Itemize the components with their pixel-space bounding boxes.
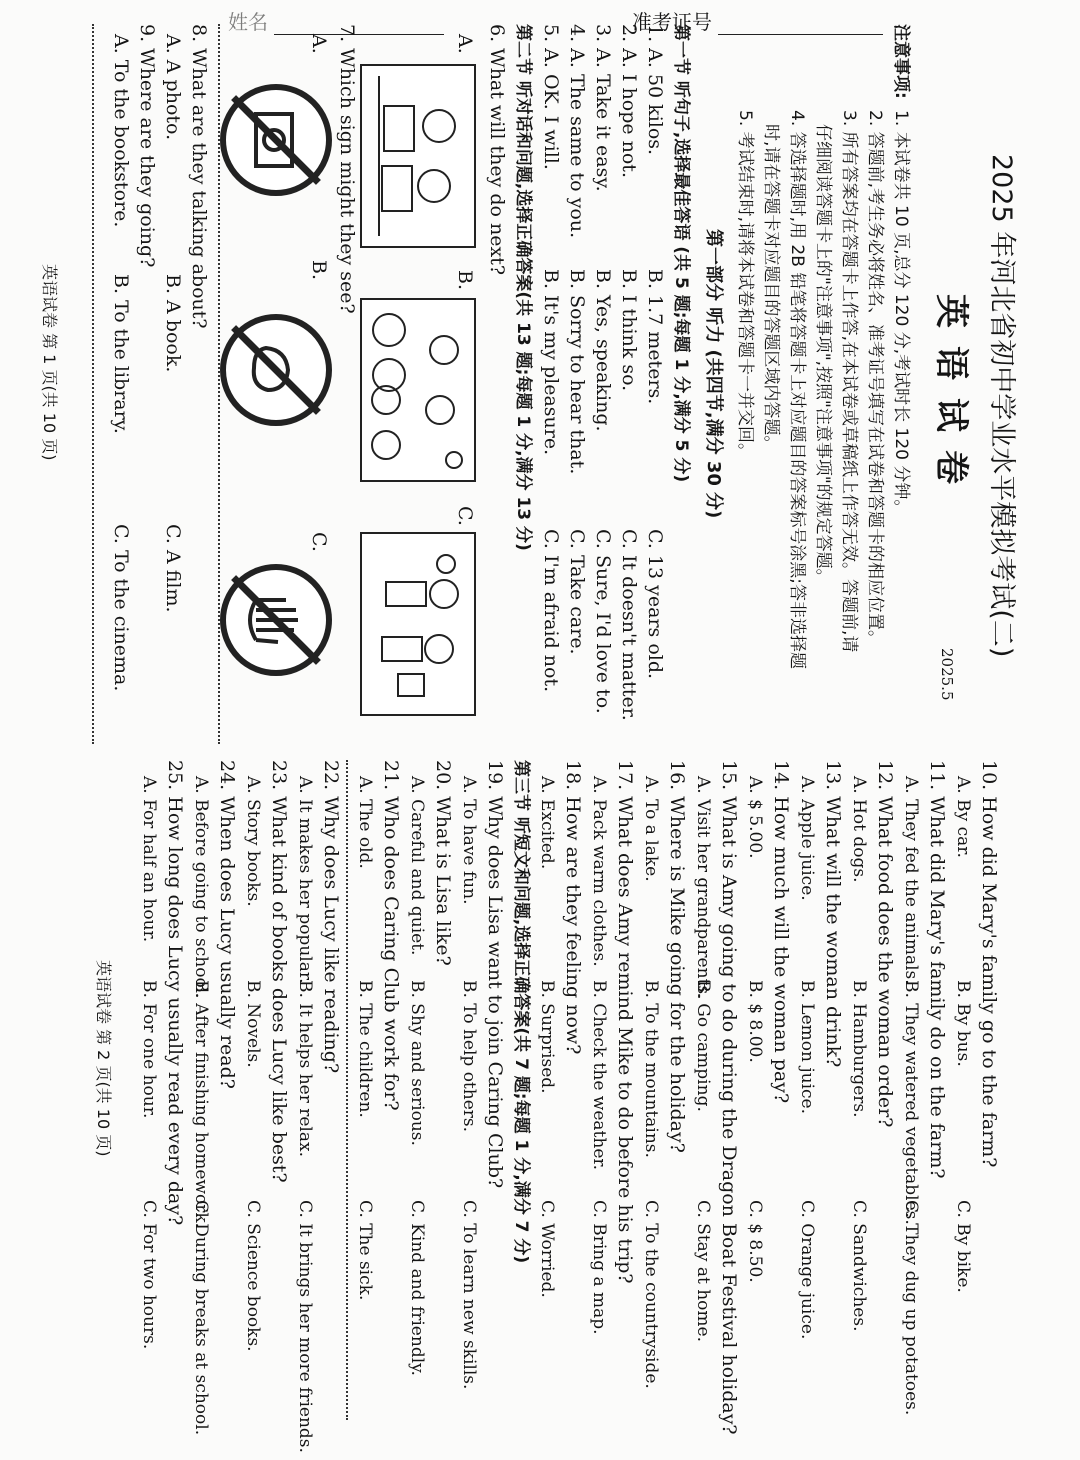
question-stem: 23. What kind of books does Lucy like best?	[268, 760, 290, 1183]
answer-option-b[interactable]: B. For one hour.	[139, 980, 159, 1119]
question-stem: 10. How did Mary's family go to the farm?	[978, 760, 1000, 1168]
question-stem: 21. Who does Caring Club work for?	[380, 760, 402, 1111]
q4-option-b[interactable]: B. Sorry to hear that.	[566, 269, 588, 475]
answer-option-b[interactable]: B. Shy and serious.	[407, 980, 427, 1146]
answer-option-b[interactable]: B. Lemon juice.	[797, 980, 817, 1114]
q4-option-a[interactable]: 4. A. The same to you.	[566, 24, 588, 239]
q6-label-a[interactable]: A.	[454, 34, 476, 54]
answer-option-c[interactable]: C. Science books.	[243, 1200, 263, 1352]
note-3b: 仔细阅读答题卡上的"注意事项",按照"注意事项"的规定答题。	[813, 124, 833, 586]
answer-option-a[interactable]: A. Before going to school.	[191, 776, 211, 999]
no-noise-sign[interactable]	[220, 314, 332, 426]
answer-option-a[interactable]: A. Excited.	[537, 776, 557, 870]
question-stem: 22. Why does Lucy like reading?	[320, 760, 342, 1074]
notes-label: 注意事项:	[891, 24, 911, 99]
answer-option-c[interactable]: C. It brings her more friends.	[295, 1200, 315, 1453]
page1-footer: 英语试卷 第 1 页(共 10 页)	[40, 264, 59, 461]
q9-option-c[interactable]: C. To the cinema.	[110, 524, 132, 692]
note-5: 5. 考试结束时,请将本试卷和答题卡一并交回。	[735, 110, 755, 461]
answer-option-c[interactable]: C. For two hours.	[139, 1200, 159, 1350]
no-camera-sign[interactable]	[220, 84, 332, 196]
q5-option-b[interactable]: B. It's my pleasure.	[540, 269, 562, 456]
note-2: 2. 答题前,考生务必将姓名、准考证号填写在试卷和答题卡的相应位置。	[865, 110, 885, 648]
exam-page-2	[0, 760, 1000, 1453]
q7-label-c[interactable]: C.	[308, 532, 330, 552]
section2-heading: 第二节 听对话和问题,选择正确答案(共 13 题;每题 1 分,满分 13 分)	[513, 24, 533, 551]
answer-option-c[interactable]: C. Sandwiches.	[849, 1200, 869, 1332]
q7-label-a[interactable]: A.	[308, 34, 330, 54]
q6-question: 6. What will they do next?	[486, 24, 508, 276]
note-4b: 时,请在答题卡对应题目的答题区域内答题。	[761, 124, 781, 453]
answer-option-a[interactable]: A. Hot dogs.	[849, 776, 869, 883]
answer-option-a[interactable]: A. Apple juice.	[797, 776, 817, 901]
answer-option-b[interactable]: B. After finishing homework.	[191, 980, 211, 1229]
q7-label-b[interactable]: B.	[308, 260, 330, 281]
q1-option-b[interactable]: B. 1.7 meters.	[644, 269, 666, 405]
question-stem: 15. What is Amy going to do during the Dragon Boat Festival holiday?	[718, 760, 740, 1435]
question-stem: 14. How much will the woman pay?	[770, 760, 792, 1104]
q9-option-a[interactable]: A. To the bookstore.	[110, 34, 132, 228]
answer-option-c[interactable]: C. Kind and friendly.	[407, 1200, 427, 1376]
answer-option-a[interactable]: A. They fed the animals.	[901, 776, 921, 985]
answer-option-a[interactable]: A. For half an hour.	[139, 776, 159, 943]
exam-date: 2025.5	[938, 648, 956, 701]
answer-option-a[interactable]: A. $ 5.00.	[745, 776, 765, 859]
q2-option-b[interactable]: B. I think so.	[618, 269, 640, 392]
answer-option-a[interactable]: A. Careful and quiet.	[407, 776, 427, 956]
answer-option-b[interactable]: B. $ 8.00.	[745, 980, 765, 1063]
answer-option-b[interactable]: B. By bus.	[953, 980, 973, 1067]
q6-label-b[interactable]: B.	[454, 270, 476, 291]
answer-option-a[interactable]: A. Pack warm clothes.	[589, 776, 609, 967]
answer-option-a[interactable]: A. To a lake.	[641, 776, 661, 882]
q8-question: 8. What are they talking about?	[188, 24, 210, 329]
answer-option-c[interactable]: C. Stay at home.	[693, 1200, 713, 1342]
q6-picture-a[interactable]	[360, 64, 476, 248]
answer-option-c[interactable]: C. They dug up potatoes.	[901, 1200, 921, 1416]
q9-question: 9. Where are they going?	[136, 24, 158, 268]
section3-heading: 第三节 听短文和问题,选择正确答案(共 7 题;每题 1 分,满分 7 分)	[511, 760, 531, 1264]
question-stem: 11. What did Mary's family do on the farm?	[926, 760, 948, 1179]
q6-label-c[interactable]: C.	[454, 506, 476, 526]
no-touching-sign[interactable]	[220, 564, 332, 676]
q7-question: 7. Which sign might they see?	[336, 24, 358, 314]
question-stem: 19. Why does Lisa want to join Caring Club?	[484, 760, 506, 1189]
answer-option-c[interactable]: C. Orange juice.	[797, 1200, 817, 1340]
answer-option-b[interactable]: B. Hamburgers.	[849, 980, 869, 1118]
exam-title: 2025 年河北省初中学业水平模拟考试(二)	[986, 154, 1017, 658]
page2-footer: 英语试卷 第 2 页(共 10 页)	[94, 960, 113, 1157]
answer-option-b[interactable]: B. The children.	[355, 980, 375, 1118]
question-stem: 20. What is Lisa like?	[432, 760, 454, 966]
q3-option-b[interactable]: B. Yes, speaking.	[592, 269, 614, 432]
answer-option-b[interactable]: B. Check the weather.	[589, 980, 609, 1171]
q4-option-c[interactable]: C. Take care.	[566, 529, 588, 655]
answer-option-c[interactable]: C. Worried.	[537, 1200, 557, 1298]
divider	[346, 760, 348, 1420]
children-reading-icon	[362, 66, 474, 246]
q1-option-c[interactable]: C. 13 years old.	[644, 529, 666, 680]
q3-option-a[interactable]: 3. A. Take it easy.	[592, 24, 614, 192]
divider	[92, 24, 94, 744]
question-stem: 24. When does Lucy usually read?	[216, 760, 238, 1089]
answer-option-a[interactable]: A. To have fun.	[459, 776, 479, 905]
name-label: 姓名	[228, 10, 268, 34]
answer-option-a[interactable]: A. It makes her popular.	[295, 776, 315, 984]
note-4: 4. 答选择题时,用 2B 铅笔将答题卡上对应题目的答案标号涂黑;答非选择题	[787, 110, 807, 670]
answer-option-c[interactable]: C. During breaks at school.	[191, 1200, 211, 1436]
answer-option-c[interactable]: C. $ 8.50.	[745, 1200, 765, 1283]
answer-option-b[interactable]: B. Go camping.	[693, 980, 713, 1112]
note-1: 1. 本试卷共 10 页,总分 120 分,考试时长 120 分钟。	[891, 110, 911, 517]
note-3: 3. 所有答案均在答题卡上作答,在本试卷或草稿纸上作答无效。答题前,请	[839, 110, 859, 653]
q8-option-c[interactable]: C. A film.	[162, 524, 184, 613]
question-stem: 16. Where is Mike going for the holiday?	[666, 760, 688, 1153]
q8-option-b[interactable]: B. A book.	[162, 274, 184, 373]
q9-option-b[interactable]: B. To the library.	[110, 274, 132, 434]
section1-heading: 第一节 听句子,选择最佳答语 (共 5 题;每题 1 分,满分 5 分)	[671, 24, 691, 483]
answer-option-b[interactable]: B. It helps her relax.	[295, 980, 315, 1157]
answer-option-b[interactable]: B. To the mountains.	[641, 980, 661, 1158]
answer-option-a[interactable]: A. Story books.	[243, 776, 263, 907]
q2-option-a[interactable]: 2. A. I hope not.	[618, 24, 640, 178]
q5-option-a[interactable]: 5. A. OK. I will.	[540, 24, 562, 170]
answer-option-b[interactable]: B. Surprised.	[537, 980, 557, 1094]
answer-option-c[interactable]: C. The sick.	[355, 1200, 375, 1301]
q2-option-c[interactable]: C. It doesn't matter.	[618, 529, 640, 721]
children-basketball-icon	[362, 534, 474, 714]
answer-option-a[interactable]: A. Visit her grandparents.	[693, 776, 713, 1000]
q8-option-a[interactable]: A. A photo.	[162, 34, 184, 141]
answer-option-c[interactable]: C. To learn new skills.	[459, 1200, 479, 1390]
question-stem: 13. What will the woman drink?	[822, 760, 844, 1068]
answer-option-b[interactable]: B. Novels.	[243, 980, 263, 1068]
question-stem: 18. How are they feeling now?	[562, 760, 584, 1055]
q5-option-c[interactable]: C. I'm afraid not.	[540, 529, 562, 693]
question-stem: 12. What food does the woman order?	[874, 760, 896, 1128]
answer-option-a[interactable]: A. By car.	[953, 776, 973, 858]
answer-option-a[interactable]: A. The old.	[355, 776, 375, 869]
divider	[218, 24, 220, 744]
exam-number-label: 准考证号	[632, 10, 712, 34]
question-stem: 17. What does Amy remind Mike to do before his trip?	[614, 760, 636, 1284]
answer-option-c[interactable]: C. By bike.	[953, 1200, 973, 1293]
answer-option-b[interactable]: B. They watered vegetables.	[901, 980, 921, 1225]
answer-option-b[interactable]: B. To help others.	[459, 980, 479, 1133]
answer-option-c[interactable]: C. To the countryside.	[641, 1200, 661, 1389]
question-stem: 25. How long does Lucy usually read every day?	[164, 760, 186, 1226]
q1-option-a[interactable]: 1. A. 50 kilos.	[644, 24, 666, 156]
children-cycling-icon	[362, 300, 474, 480]
q6-picture-c[interactable]	[360, 532, 476, 716]
q6-picture-b[interactable]	[360, 298, 476, 482]
answer-option-c[interactable]: C. Bring a map.	[589, 1200, 609, 1335]
q3-option-c[interactable]: C. Sure, I'd love to.	[592, 529, 614, 714]
part1-heading: 第一部分 听力 (共四节,满分 30 分)	[703, 229, 724, 519]
subject-title: 英语试卷	[931, 294, 971, 502]
